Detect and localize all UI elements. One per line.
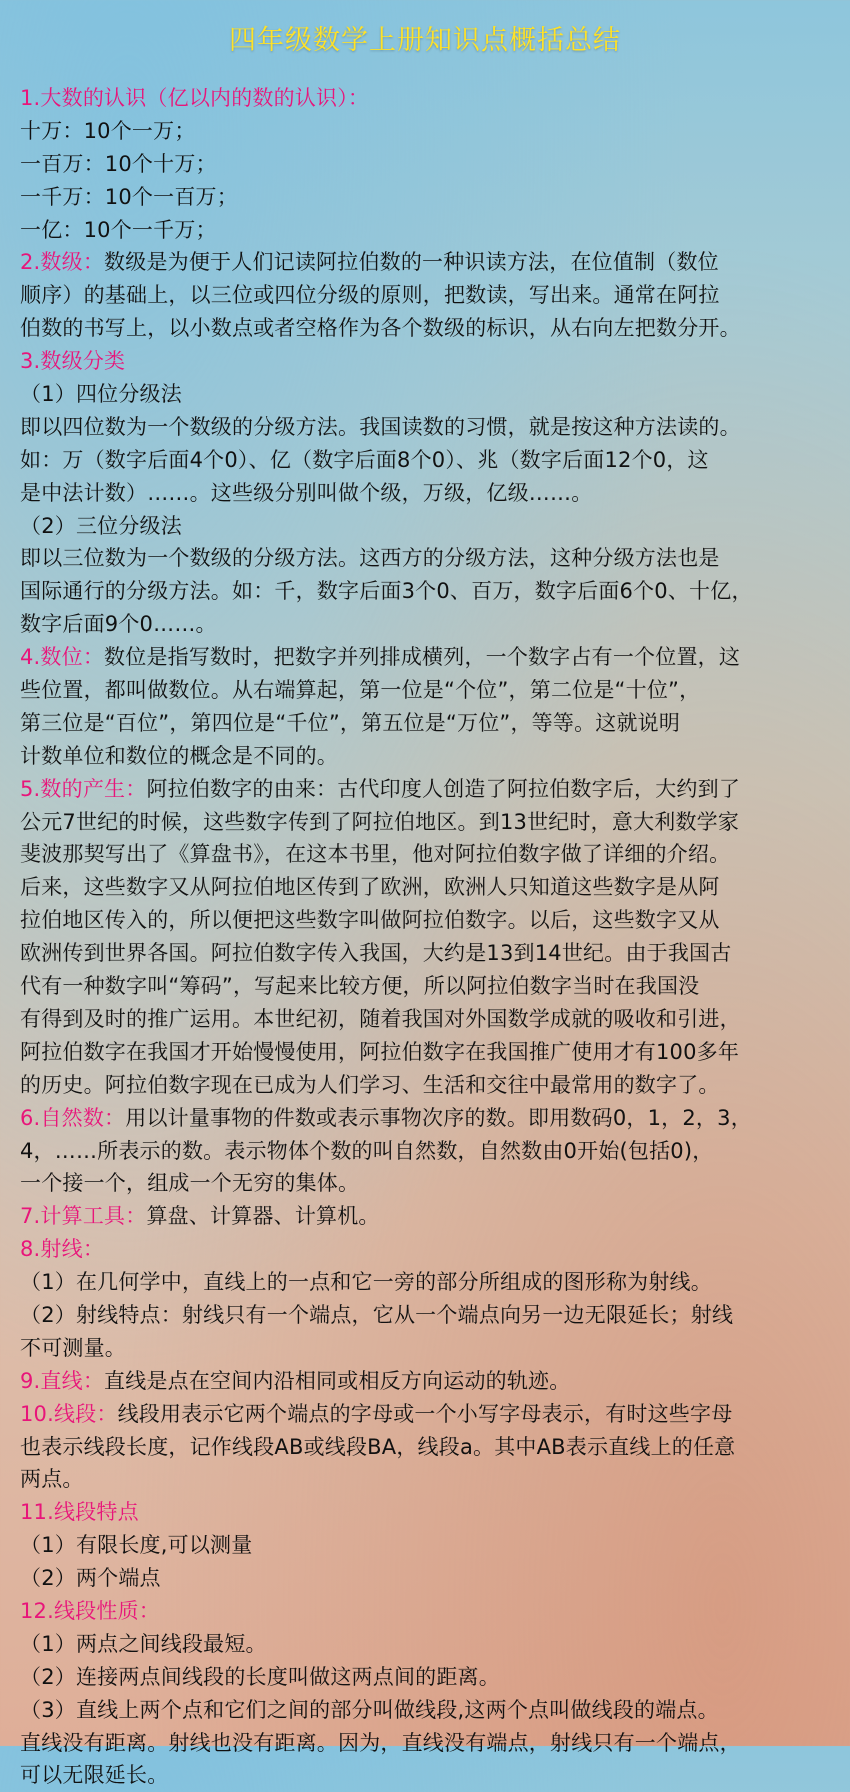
- text-line: [20, 1431, 848, 1464]
- section-heading-line: [20, 345, 848, 378]
- text-line: [20, 1529, 848, 1562]
- text-line: [20, 477, 848, 510]
- text-line: [20, 1628, 848, 1661]
- text-line: [20, 871, 848, 904]
- text-line: [20, 1463, 848, 1496]
- body-text: （1）四位分级法: [20, 382, 182, 407]
- section-heading-line: [20, 1496, 848, 1529]
- body-text: 是中法计数）……。这些级分别叫做个级，万级，亿级……。: [20, 480, 593, 505]
- section-heading: 9.直线：: [20, 1368, 105, 1393]
- body-text: 后来，这些数字又从阿拉伯地区传到了欧洲，欧洲人只知道这些数字是从阿: [20, 875, 720, 900]
- text-line: [20, 148, 848, 181]
- body-text: 直线没有距离。射线也没有距离。因为，直线没有端点，射线只有一个端点，: [20, 1730, 741, 1755]
- body-text: 可以无限延长。: [20, 1763, 169, 1788]
- section-heading: 12.线段性质：: [20, 1598, 160, 1623]
- body-text: 阿拉伯数字在我国才开始慢慢使用，阿拉伯数字在我国推广使用才有100多年: [20, 1039, 740, 1064]
- body-text: 十万：10个一万；: [20, 118, 196, 143]
- body-text: 算盘、计算器、计算机。: [146, 1204, 380, 1229]
- body-text: 顺序）的基础上，以三位或四位分级的原则，把数读，写出来。通常在阿拉: [20, 283, 720, 308]
- body-text: 一千万：10个一百万；: [20, 184, 238, 209]
- body-text: （1）在几何学中，直线上的一点和它一旁的部分所组成的图形称为射线。: [20, 1270, 712, 1295]
- body-text: （1）两点之间线段最短。: [20, 1631, 267, 1656]
- text-line: [20, 1332, 848, 1365]
- text-line: [20, 1694, 848, 1727]
- text-line: [20, 181, 848, 214]
- text-line: [20, 279, 848, 312]
- text-line: [20, 970, 848, 1003]
- body-text: 的历史。阿拉伯数字现在已成为人们学习、生活和交往中最常用的数字了。: [20, 1072, 720, 1097]
- body-text: 一亿：10个一千万；: [20, 217, 217, 242]
- body-text: 公元7世纪的时候，这些数字传到了阿拉伯地区。到13世纪时，意大利数学家: [20, 809, 740, 834]
- section-heading-line: [20, 1200, 848, 1233]
- body-text: 4，……所表示的数。表示物体个数的叫自然数，自然数由0开始(包括0)，: [20, 1138, 714, 1163]
- text-line: [20, 838, 848, 871]
- text-line: [20, 1266, 848, 1299]
- text-line: [20, 378, 848, 411]
- text-line: [20, 1036, 848, 1069]
- section-heading-line: [20, 1102, 848, 1135]
- section-heading-line: [20, 246, 848, 279]
- body-text: 数位是指写数时，把数字并列排成横列，一个数字占有一个位置，这: [104, 645, 741, 670]
- text-line: [20, 214, 848, 247]
- section-heading: 7.计算工具：: [20, 1204, 147, 1229]
- section-heading: 3.数级分类: [20, 349, 126, 374]
- body-text: 两点。: [20, 1467, 84, 1492]
- body-text: 一百万：10个十万；: [20, 151, 217, 176]
- section-heading-line: [20, 773, 848, 806]
- text-line: [20, 1167, 848, 1200]
- text-line: [20, 1069, 848, 1102]
- body-text: 也表示线段长度，记作线段AB或线段BA，线段a。其中AB表示直线上的任意: [20, 1434, 736, 1459]
- section-heading-line: [20, 641, 848, 674]
- text-line: [20, 904, 848, 937]
- body-text: 有得到及时的推广运用。本世纪初，随着我国对外国数学成就的吸收和引进，: [20, 1006, 741, 1031]
- text-line: [20, 608, 848, 641]
- body-text: （2）两个端点: [20, 1566, 161, 1591]
- body-text: 即以四位数为一个数级的分级方法。我国读数的习惯，就是按这种方法读的。: [20, 414, 741, 439]
- body-text: （3）直线上两个点和它们之间的部分叫做线段,这两个点叫做线段的端点。: [20, 1697, 719, 1722]
- text-line: [20, 937, 848, 970]
- section-heading: 10.线段：: [20, 1401, 118, 1426]
- text-line: [20, 806, 848, 839]
- body-text: 第三位是“百位”，第四位是“千位”，第五位是“万位”，等等。这就说明: [20, 710, 681, 735]
- text-line: [20, 510, 848, 543]
- body-text: 如：万（数字后面4个0）、亿（数字后面8个0）、兆（数字后面12个0，这: [20, 447, 709, 472]
- body-text: 斐波那契写出了《算盘书》，在这本书里，他对阿拉伯数字做了详细的介绍。: [20, 842, 731, 867]
- body-text: 计数单位和数位的概念是不同的。: [20, 743, 338, 768]
- body-text: 直线是点在空间内沿相同或相反方向运动的轨迹。: [104, 1368, 571, 1393]
- body-text: 线段用表示它两个端点的字母或一个小写字母表示，有时这些字母: [117, 1401, 733, 1426]
- section-heading-line: [20, 82, 848, 115]
- text-line: [20, 542, 848, 575]
- section-heading-line: [20, 1398, 848, 1431]
- text-line: [20, 411, 848, 444]
- body-text: 阿拉伯数字的由来：古代印度人创造了阿拉伯数字后，大约到了: [146, 776, 741, 801]
- body-text: 代有一种数字叫“筹码”，写起来比较方便，所以阿拉伯数字当时在我国没: [20, 974, 700, 999]
- body-text: 即以三位数为一个数级的分级方法。这西方的分级方法，这种分级方法也是: [20, 546, 720, 571]
- section-heading: 5.数的产生：: [20, 776, 147, 801]
- section-heading: 4.数位：: [20, 645, 105, 670]
- text-line: [20, 444, 848, 477]
- text-line: [20, 1562, 848, 1595]
- text-line: [20, 1299, 848, 1332]
- section-heading: 8.射线：: [20, 1237, 105, 1262]
- body-text: 伯数的书写上，以小数点或者空格作为各个数级的标识，从右向左把数分开。: [20, 316, 741, 341]
- section-heading: 6.自然数：: [20, 1105, 126, 1130]
- section-heading-line: [20, 1365, 848, 1398]
- page-title: 四年级数学上册知识点概括总结: [229, 25, 621, 56]
- document-body: [20, 82, 848, 1792]
- text-line: [20, 115, 848, 148]
- text-line: [20, 312, 848, 345]
- section-heading: 1.大数的认识（亿以内的数的认识）：: [20, 86, 370, 110]
- body-text: 数级是为便于人们记读阿拉伯数的一种识读方法，在位值制（数位: [104, 250, 719, 275]
- body-text: 国际通行的分级方法。如：千，数字后面3个0、百万，数字后面6个0、十亿，: [20, 579, 753, 604]
- body-text: （2）连接两点间线段的长度叫做这两点间的距离。: [20, 1664, 500, 1689]
- section-heading-line: [20, 1233, 848, 1266]
- body-text: 拉伯地区传入的，所以便把这些数字叫做阿拉伯数字。以后，这些数字又从: [20, 908, 720, 933]
- body-text: 用以计量事物的件数或表示事物次序的数。即用数码0，1，2，3，: [125, 1105, 752, 1130]
- body-text: 数字后面9个0……。: [20, 612, 217, 637]
- section-heading-line: [20, 1595, 848, 1628]
- body-text: 欧洲传到世界各国。阿拉伯数字传入我国，大约是13到14世纪。由于我国古: [20, 941, 732, 966]
- text-line: [20, 1135, 848, 1168]
- section-heading: 2.数级：: [20, 250, 105, 275]
- body-text: 些位置，都叫做数位。从右端算起，第一位是“个位”，第二位是“十位”，: [20, 678, 701, 703]
- body-text: 一个接一个，组成一个无穷的集体。: [20, 1171, 360, 1196]
- text-line: [20, 740, 848, 773]
- text-line: [20, 1661, 848, 1694]
- body-text: （1）有限长度,可以测量: [20, 1533, 253, 1558]
- body-text: （2）三位分级法: [20, 513, 182, 538]
- text-line: [20, 1759, 848, 1792]
- text-line: [20, 707, 848, 740]
- text-line: [20, 674, 848, 707]
- body-text: 不可测量。: [20, 1335, 126, 1360]
- text-line: [20, 1003, 848, 1036]
- text-line: [20, 575, 848, 608]
- body-text: （2）射线特点：射线只有一个端点，它从一个端点向另一边无限延长；射线: [20, 1302, 734, 1327]
- text-line: [20, 1727, 848, 1760]
- section-heading: 11.线段特点: [20, 1500, 139, 1525]
